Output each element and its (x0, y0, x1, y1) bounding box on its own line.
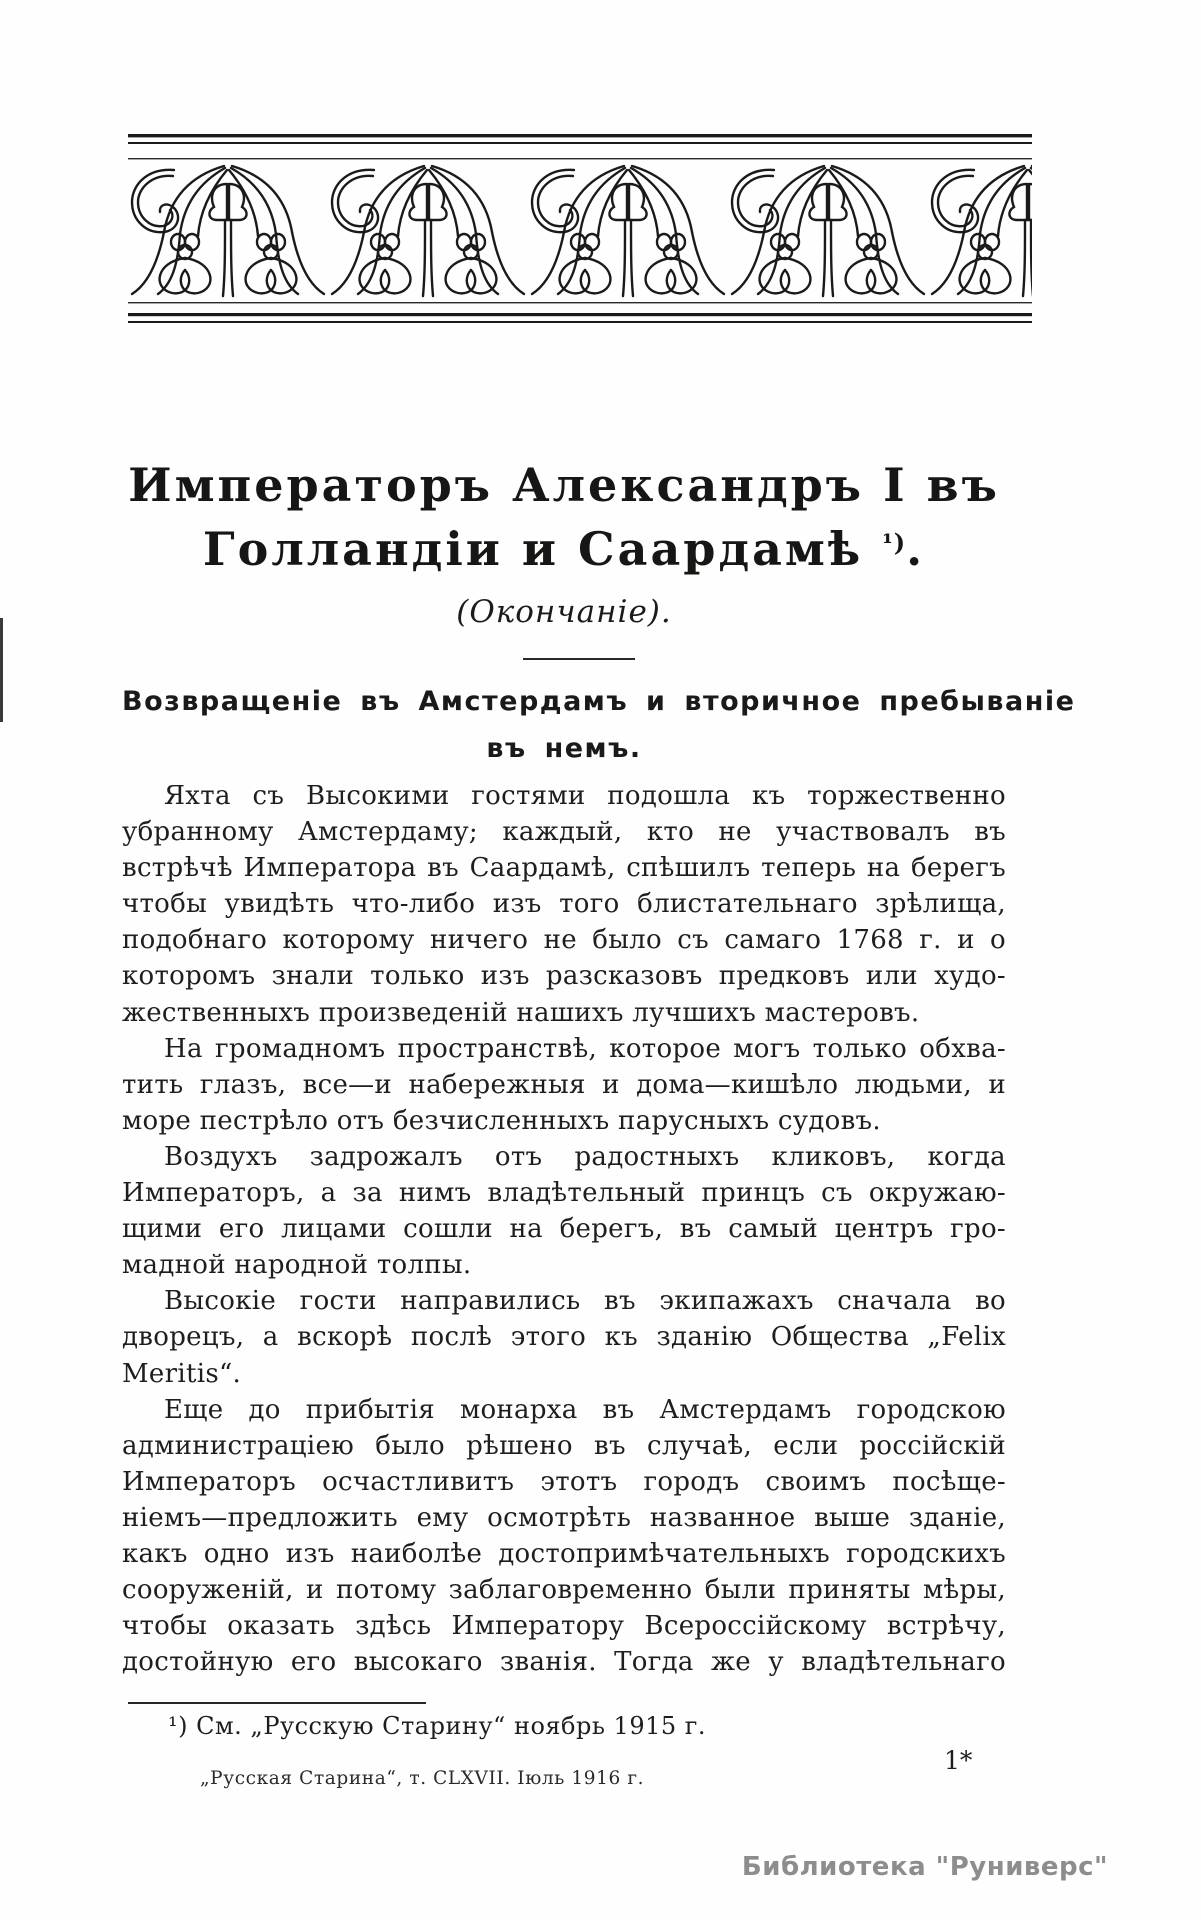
body-line: тить глазъ, все—и набережныя и дома—кишѣло людьми, и (122, 1069, 1006, 1100)
footer-journal-line: „Русская Старина“, т. CLXVII. Іюль 1916 г. (200, 1768, 645, 1789)
section-heading-line1: Возвращеніе въ Амстердамъ и вторичное пребываніе (122, 686, 1076, 717)
body-line: достойную его высокаго званія. Тогда же у владѣтельнаго (122, 1647, 1006, 1678)
page-title-line2 (122, 522, 1006, 576)
body-line: сооруженій, и потому заблаговременно были приняты мѣры, (122, 1575, 1006, 1606)
footer-signature-mark: 1* (944, 1746, 973, 1775)
scan-edge-artifact (0, 618, 3, 722)
body-text (122, 778, 1006, 1680)
body-line: дворецъ, а вскорѣ послѣ этого къ зданію Общества „Felix (122, 1322, 1006, 1353)
paragraph (122, 778, 1006, 1031)
body-line: убранному Амстердаму; каждый, кто не участвовалъ въ (122, 817, 1006, 848)
body-line: подобнаго которому ничего не было съ самаго 1768 г. и о (122, 925, 1006, 956)
art-nouveau-ornament-band (128, 132, 1032, 332)
body-line: которомъ знали только изъ разсказовъ предковъ или худо- (122, 961, 1006, 992)
body-line: Еще до прибытія монарха въ Амстердамъ городскою (164, 1394, 1006, 1425)
body-line: ніемъ—предложить ему осмотрѣть названное выше зданіе, (122, 1502, 1006, 1533)
paragraph (122, 1283, 1006, 1391)
page-title-text1: Императоръ Александръ I въ (128, 458, 1000, 512)
body-line: Высокіе гости направились въ экипажахъ сначала во (164, 1286, 1006, 1317)
body-line: Meritis“. (122, 1358, 242, 1389)
paragraph (122, 1139, 1006, 1283)
footnote-marker: ¹) (168, 1712, 188, 1740)
body-line: Императоръ, а за нимъ владѣтельный принцъ съ окружаю- (122, 1178, 1006, 1209)
body-line: щими его лицами сошли на берегъ, въ самый центръ гро- (122, 1214, 1006, 1245)
paragraph (122, 1031, 1006, 1139)
paragraph (122, 1392, 1006, 1681)
body-line: Воздухъ задрожалъ отъ радостныхъ кликовъ, когда (164, 1141, 1006, 1172)
page-title-line1 (122, 458, 1006, 512)
title-footnote-ref: ¹) (882, 528, 907, 557)
body-line: встрѣчѣ Императора въ Саардамѣ, спѣшилъ теперь на берегъ (122, 853, 1006, 884)
footnote-text: См. „Русскую Старину“ ноябрь 1915 г. (187, 1712, 706, 1740)
body-line: море пестрѣло отъ безчисленныхъ парусныхъ судовъ. (122, 1105, 881, 1136)
body-line: мадной народной толпы. (122, 1250, 472, 1281)
subtitle: (Окончаніе). (456, 594, 672, 630)
body-line: чтобы увидѣть что-либо изъ того блистательнаго зрѣлища, (122, 889, 1006, 920)
title-period: . (906, 522, 926, 576)
library-watermark: Библиотека "Руниверс" (741, 1852, 1109, 1882)
footnote-rule (128, 1702, 426, 1704)
body-line: жественныхъ произведеній нашихъ лучшихъ мастеровъ. (122, 997, 920, 1028)
body-line: какъ одно изъ наиболѣе достопримѣчательныхъ городскихъ (122, 1538, 1006, 1569)
page-title-text2: Голландіи и Саардамѣ (202, 522, 883, 576)
body-line: чтобы оказать здѣсь Императору Всероссійскому встрѣчу, (122, 1611, 1006, 1642)
section-divider-rule (523, 658, 635, 660)
body-line: Яхта съ Высокими гостями подошла къ торжественно (164, 781, 1006, 811)
body-line: На громадномъ пространствѣ, которое могъ только обхва- (164, 1033, 1006, 1064)
footnote (168, 1712, 706, 1740)
section-heading-line2: въ немъ. (486, 733, 642, 764)
body-line: администраціею было рѣшено въ случаѣ, если россійскій (122, 1430, 1006, 1461)
body-line: Императоръ осчастливитъ этотъ городъ своимъ посѣще- (122, 1466, 1006, 1497)
